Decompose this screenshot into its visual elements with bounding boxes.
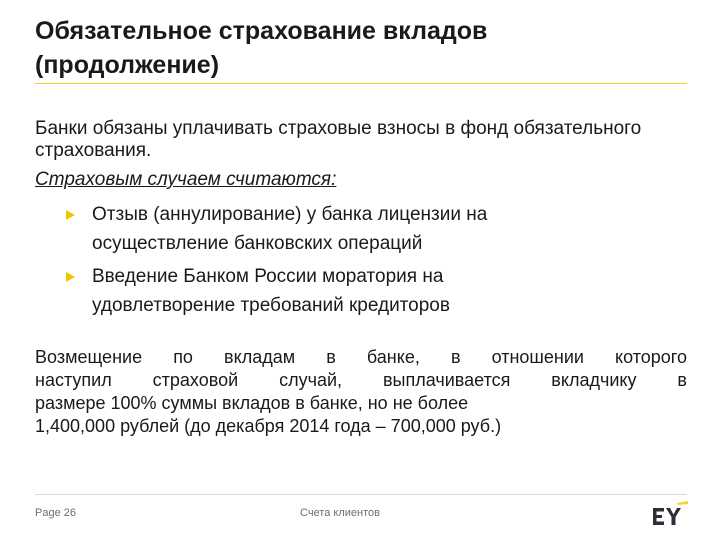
compensation-line-3: размере 100% суммы вкладов в банке, но не более [35,393,469,413]
bullet-arrow-icon [66,210,75,220]
footer-section-title: Счета клиентов [300,507,380,519]
bullet-line-1: Отзыв (аннулирование) у банка лицензии на [92,204,488,225]
bullet-line-1: Введение Банком России моратория на [92,266,444,287]
title-line-1: Обязательное страхование вкладов [35,17,488,45]
compensation-line-1: Возмещение по вкладам в банке, в отношении которого [35,347,687,367]
ey-logo-icon [652,501,688,527]
compensation-line-4: 1,400,000 рублей (до декабря 2014 года – 700,000 руб.) [35,416,502,436]
intro-paragraph: Банки обязаны уплачивать страховые взносы в фонд обязательного страхования. [35,118,642,161]
list-item [64,200,664,258]
title-divider [35,83,687,84]
insured-case-list [64,200,664,324]
insured-case-heading: Страховым случаем считаются: [35,169,337,190]
footer-divider [35,494,687,495]
bullet-arrow-icon [66,272,75,282]
compensation-line-2: наступил страховой случай, выплачивается вкладчику в [35,370,687,390]
compensation-paragraph [35,346,687,438]
slide-title [35,14,675,82]
list-item [64,262,664,320]
title-line-2: (продолжение) [35,51,220,79]
page-number: Page 26 [35,507,76,519]
bullet-line-2: осуществление банковских операций [92,233,423,254]
bullet-line-2: удовлетворение требований кредиторов [92,295,450,316]
